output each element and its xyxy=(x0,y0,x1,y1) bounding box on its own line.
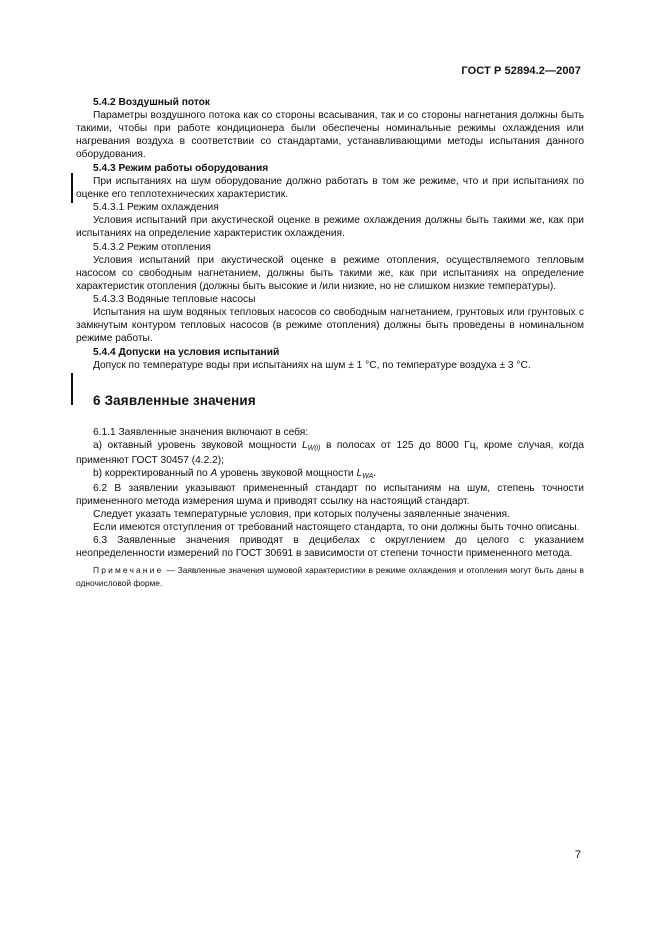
subsection-heading-5-4-3-2: 5.4.3.2 Режим отопления xyxy=(93,241,211,253)
section-title-6: 6 Заявленные значения xyxy=(93,392,256,408)
paragraph: Условия испытаний при акустической оценке в режиме отопления, осуществляемого тепловым насосом со свободным нагнетанием, должны быть такими же, как при испытаниях на определение характеристик отопления (должны быть высокие и /или низкие, но не слишком низкие температуры). xyxy=(76,254,584,292)
change-bar xyxy=(71,173,73,203)
paragraph: Допуск по температуре воды при испытаниях на шум ± 1 °С, по температуре воздуха ± 3 °С. xyxy=(93,359,531,371)
subsection-heading-5-4-3-1: 5.4.3.1 Режим охлаждения xyxy=(93,202,219,214)
paragraph: 6.1.1 Заявленные значения включают в себя: xyxy=(93,427,309,439)
paragraph: Условия испытаний при акустической оценке в режиме охлаждения должны быть такими же, как при испытаниях на определение характеристик охлаждения. xyxy=(76,215,584,240)
list-item-a: a) октавный уровень звуковой мощности $L_{W(i)}$ в полосах от 125 до 8000 Гц, кроме случая, когда применяют ГОСТ 30457 (4.2.2); xyxy=(76,440,584,467)
section-heading-5-4-3: 5.4.3 Режим работы оборудования xyxy=(93,163,269,175)
paragraph: Параметры воздушного потока как со стороны всасывания, так и со стороны нагнетания должны быть такими, чтобы при работе кондиционера были обеспечены номинальные режимы охлаждения или нагревания воздуха в соответствии со стандартами, устанавливающими методы испытания данного оборудования. xyxy=(76,110,584,161)
paragraph: 6.2 В заявлении указывают примененный стандарт по испытаниям на шум, степень точности примененного метода измерения шума и приводят ссылку на настоящий стандарт. xyxy=(76,483,584,508)
document-body xyxy=(76,95,584,589)
document-standard-id: ГОСТ Р 52894.2—2007 xyxy=(461,65,581,77)
paragraph: Если имеются отступления от требований настоящего стандарта, то они должны быть точно описаны. xyxy=(93,522,580,534)
paragraph: 6.3 Заявленные значения приводят в децибелах с округлением до целого с указанием неопределенности измерений по ГОСТ 30691 в зависимости от степени точности примененного метода. xyxy=(76,535,584,560)
note-text: — Заявленные значения шумовой характеристики в режиме охлаждения и отопления могут быть даны в одночисловой форме. xyxy=(76,565,584,588)
section-heading-5-4-4: 5.4.4 Допуски на условия испытаний xyxy=(93,346,280,358)
note-label: Примечание xyxy=(93,565,164,576)
list-item-b: b) корректированный по A уровень звуковой мощности $L_{WA}$. xyxy=(93,468,377,481)
section-heading-5-4-2: 5.4.2 Воздушный поток xyxy=(93,97,210,108)
paragraph: Испытания на шум водяных тепловых насосов со свободным нагнетанием, грунтовых или грунтовых с замкнутым контуром тепловых насосов (в режиме отопления) должны быть проведены в номинальном режиме работы. xyxy=(76,306,584,344)
paragraph: При испытаниях на шум оборудование должно работать в том же режиме, что и при испытаниях по оценке его теплотехнических характеристик. xyxy=(76,176,584,201)
note xyxy=(76,564,584,588)
subsection-heading-5-4-3-3: 5.4.3.3 Водяные тепловые насосы xyxy=(93,293,256,305)
change-bar xyxy=(71,373,73,405)
paragraph: Следует указать температурные условия, при которых получены заявленные значения. xyxy=(93,509,510,521)
page-number: 7 xyxy=(574,849,581,861)
